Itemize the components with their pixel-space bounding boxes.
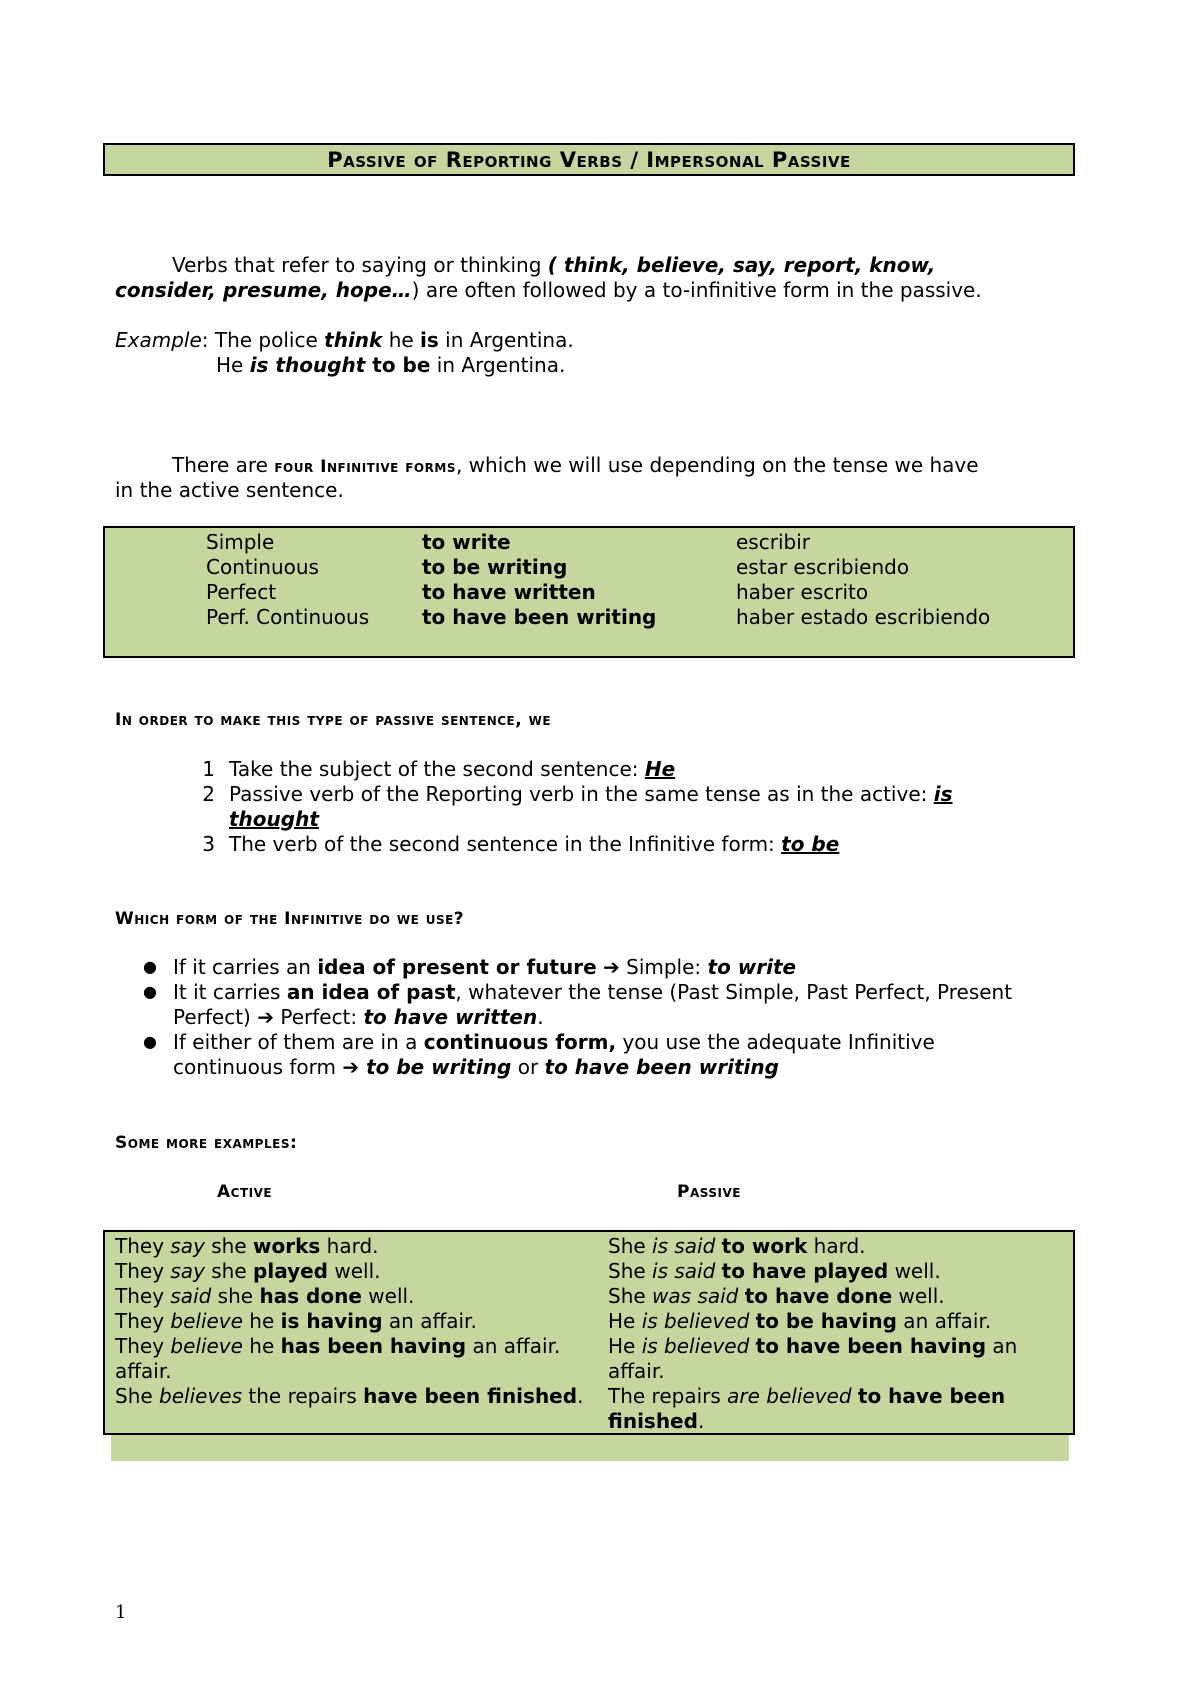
passive-example: He is believed to be having an affair. — [608, 1309, 992, 1333]
form-example: to have been writing — [422, 605, 657, 629]
form-name: Perf. Continuous — [206, 605, 370, 629]
bullet-2-line-2 — [173, 1005, 544, 1030]
example-passive-verb: is thought — [249, 353, 366, 377]
arrow-right-icon: ➔ — [257, 1005, 274, 1029]
bullet-icon: ● — [143, 957, 157, 976]
bullet-text: you use the adequate Infinitive — [616, 1030, 935, 1054]
active-example: They say she played well. — [115, 1259, 381, 1283]
bullet-icon: ● — [143, 982, 157, 1001]
bullet-text: continuous form — [173, 1055, 343, 1079]
step-number: 2 — [202, 782, 215, 806]
active-example: They say she works hard. — [115, 1234, 379, 1258]
form-spanish: haber escrito — [736, 580, 869, 604]
bullet-example: to have been writing — [544, 1055, 779, 1079]
forms-intro-line-2 — [115, 478, 344, 503]
form-name: Continuous — [206, 555, 319, 579]
example-active — [115, 328, 574, 353]
active-example-continued: affair. — [115, 1359, 172, 1383]
arrow-right-icon: ➔ — [603, 955, 620, 979]
example-to-be: to be — [365, 353, 431, 377]
step-example: He — [644, 757, 676, 781]
intro-line-1 — [172, 253, 935, 278]
bullet-text: If it carries an — [173, 955, 318, 979]
example-is: is — [420, 328, 439, 352]
bullet-bold: idea of present or future — [317, 955, 597, 979]
intro-verbs: ( think, believe, say, report, know, — [547, 253, 936, 277]
bullet-icon: ● — [143, 1032, 157, 1051]
step-text: Passive verb of the Reporting verb in the same tense as in the active: — [229, 782, 934, 806]
example-passive — [216, 353, 565, 378]
step-number: 3 — [202, 832, 215, 856]
infinitive-forms-box — [103, 526, 1075, 658]
forms-intro-text: , which we will use depending on the tense we have — [455, 453, 979, 477]
passive-example: She is said to work hard. — [608, 1234, 866, 1258]
passive-example: She is said to have played well. — [608, 1259, 941, 1283]
example-text: in Argentina. — [430, 353, 566, 377]
form-spanish: haber estado escribiendo — [736, 605, 991, 629]
form-name: Simple — [206, 530, 275, 554]
bullet-text: or — [511, 1055, 545, 1079]
steps-heading: In order to make this type of passive sentence, we — [115, 710, 552, 730]
intro-text: Verbs that refer to saying or thinking — [172, 253, 548, 277]
page-number: 1 — [115, 1602, 127, 1623]
forms-intro-caps: four Infinitive forms — [274, 457, 456, 477]
column-header-passive: Passive — [677, 1182, 741, 1202]
form-example: to be writing — [422, 555, 568, 579]
form-spanish: estar escribiendo — [736, 555, 910, 579]
bullet-example: to have written — [363, 1005, 538, 1029]
which-heading: Which form of the Infinitive do we use? — [115, 909, 465, 929]
bullet-bold: an idea of past — [286, 980, 456, 1004]
passive-example: The repairs are believed to have been — [608, 1384, 1006, 1408]
step-example: thought — [229, 807, 319, 831]
passive-example-continued: finished. — [608, 1409, 705, 1433]
examples-box — [103, 1230, 1075, 1435]
arrow-right-icon: ➔ — [342, 1055, 360, 1079]
bullet-2 — [173, 980, 1012, 1005]
step-number: 1 — [202, 757, 215, 781]
forms-intro-text: There are — [172, 453, 275, 477]
bullet-text: If either of them are in a — [173, 1030, 424, 1054]
active-example: They believe he has been having an affair. — [115, 1334, 561, 1358]
examples-heading: Some more examples: — [115, 1133, 298, 1153]
bullet-text: It it carries — [173, 980, 287, 1004]
form-example: to have written — [422, 580, 596, 604]
bullet-example: to write — [707, 955, 797, 979]
bullet-text: Perfect: — [273, 1005, 364, 1029]
active-example: They said she has done well. — [115, 1284, 415, 1308]
examples-box-shadow — [111, 1435, 1069, 1461]
step-example: is — [933, 782, 953, 806]
step-2-line-2 — [229, 807, 319, 832]
bullet-text: . — [537, 1005, 544, 1029]
step-example: to be — [781, 832, 840, 856]
bullet-example: to be writing — [359, 1055, 512, 1079]
forms-intro-text: in the active sentence. — [115, 478, 344, 502]
title-box — [103, 143, 1075, 176]
bullet-bold: continuous form, — [423, 1030, 617, 1054]
active-example: They believe he is having an affair. — [115, 1309, 477, 1333]
passive-example: She was said to have done well. — [608, 1284, 945, 1308]
bullet-3-line-2 — [173, 1055, 779, 1080]
example-text: : The police — [201, 328, 325, 352]
example-text: in Argentina. — [438, 328, 574, 352]
example-text: He — [216, 353, 250, 377]
form-name: Perfect — [206, 580, 277, 604]
example-text: he — [382, 328, 421, 352]
bullet-text: , whatever the tense (Past Simple, Past Perfect, Present — [455, 980, 1013, 1004]
bullet-3 — [173, 1030, 935, 1055]
form-example: to write — [422, 530, 511, 554]
intro-verbs-2: consider, presume, hope… — [115, 278, 412, 302]
forms-intro-line-1 — [172, 453, 979, 480]
example-label: Example — [115, 328, 202, 352]
active-example: She believes the repairs have been finished. — [115, 1384, 584, 1408]
form-spanish: escribir — [736, 530, 810, 554]
bullet-1 — [173, 955, 796, 980]
page-title: Passive of Reporting Verbs / Impersonal Passive — [327, 148, 851, 172]
passive-example-continued: affair. — [608, 1359, 665, 1383]
example-verb: think — [324, 328, 383, 352]
intro-text-2: ) are often followed by a to-infinitive form in the passive. — [411, 278, 982, 302]
column-header-active: Active — [217, 1182, 273, 1202]
step-text: Take the subject of the second sentence: — [229, 757, 645, 781]
bullet-text: Perfect) — [173, 1005, 258, 1029]
step-text: The verb of the second sentence in the Infinitive form: — [229, 832, 782, 856]
intro-line-2 — [115, 278, 982, 303]
bullet-text: Simple: — [619, 955, 708, 979]
passive-example: He is believed to have been having an — [608, 1334, 1018, 1358]
